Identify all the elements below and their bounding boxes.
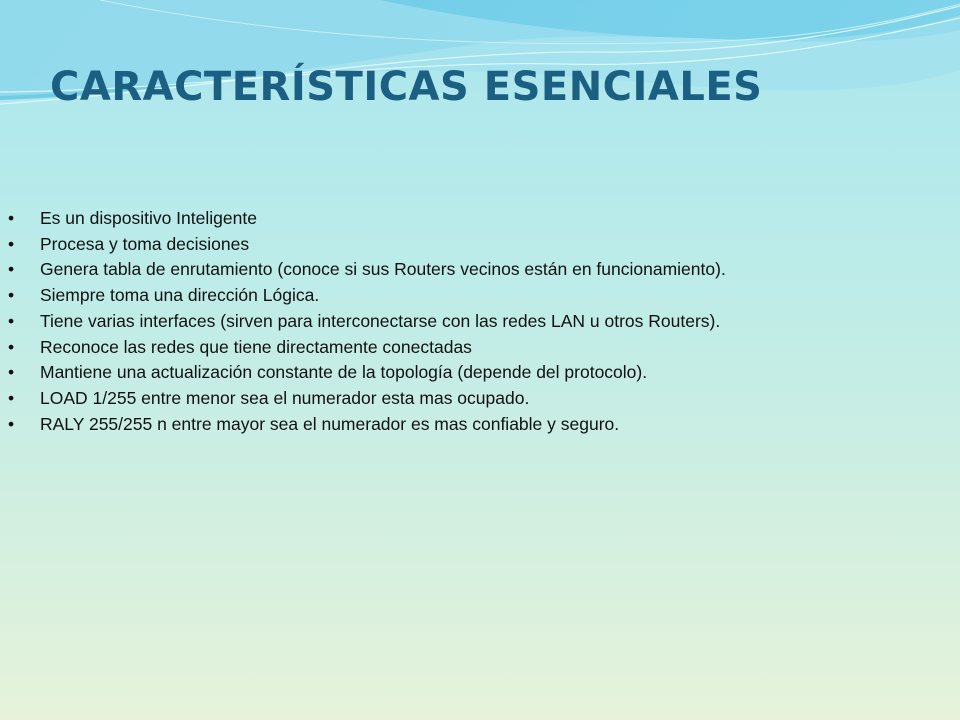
- bullet-item: [0, 257, 940, 283]
- bullet-dot-icon: •: [8, 336, 15, 357]
- bullet-list: [0, 206, 940, 437]
- bullet-text: Tiene varias interfaces (sirven para interconectarse con las redes LAN u otros Routers).: [40, 310, 721, 331]
- bullet-text: Procesa y toma decisiones: [40, 233, 250, 254]
- bullet-text: LOAD 1/255 entre menor sea el numerador esta mas ocupado.: [40, 387, 530, 408]
- bullet-dot-icon: •: [8, 285, 15, 306]
- slide-title: CARACTERÍSTICAS ESENCIALES: [50, 64, 763, 110]
- bullet-dot-icon: •: [8, 310, 15, 331]
- bullet-dot-icon: •: [8, 413, 15, 434]
- bullet-item: [0, 386, 940, 412]
- bullet-item: [0, 283, 940, 309]
- bullet-dot-icon: •: [8, 362, 15, 383]
- bullet-text: RALY 255/255 n entre mayor sea el numerador es mas confiable y seguro.: [40, 413, 620, 434]
- bullet-item: [0, 360, 940, 386]
- bullet-dot-icon: •: [8, 208, 15, 228]
- bullet-text: Siempre toma una dirección Lógica.: [40, 285, 320, 306]
- bullet-item: [0, 335, 940, 361]
- bullet-dot-icon: •: [8, 233, 15, 254]
- bullet-text: Mantiene una actualización constante de la topología (depende del protocolo).: [40, 362, 648, 383]
- bullet-text: Reconoce las redes que tiene directamente conectadas: [40, 336, 472, 357]
- bullet-dot-icon: •: [8, 387, 15, 408]
- bullet-item: [0, 309, 940, 335]
- bullet-text: Es un dispositivo Inteligente: [40, 208, 257, 228]
- bullet-dot-icon: •: [8, 259, 15, 280]
- bullet-item: [0, 206, 940, 232]
- bullet-item: [0, 412, 940, 438]
- bullet-item: [0, 232, 940, 258]
- bullet-text: Genera tabla de enrutamiento (conoce si sus Routers vecinos están en funcionamiento).: [40, 259, 726, 280]
